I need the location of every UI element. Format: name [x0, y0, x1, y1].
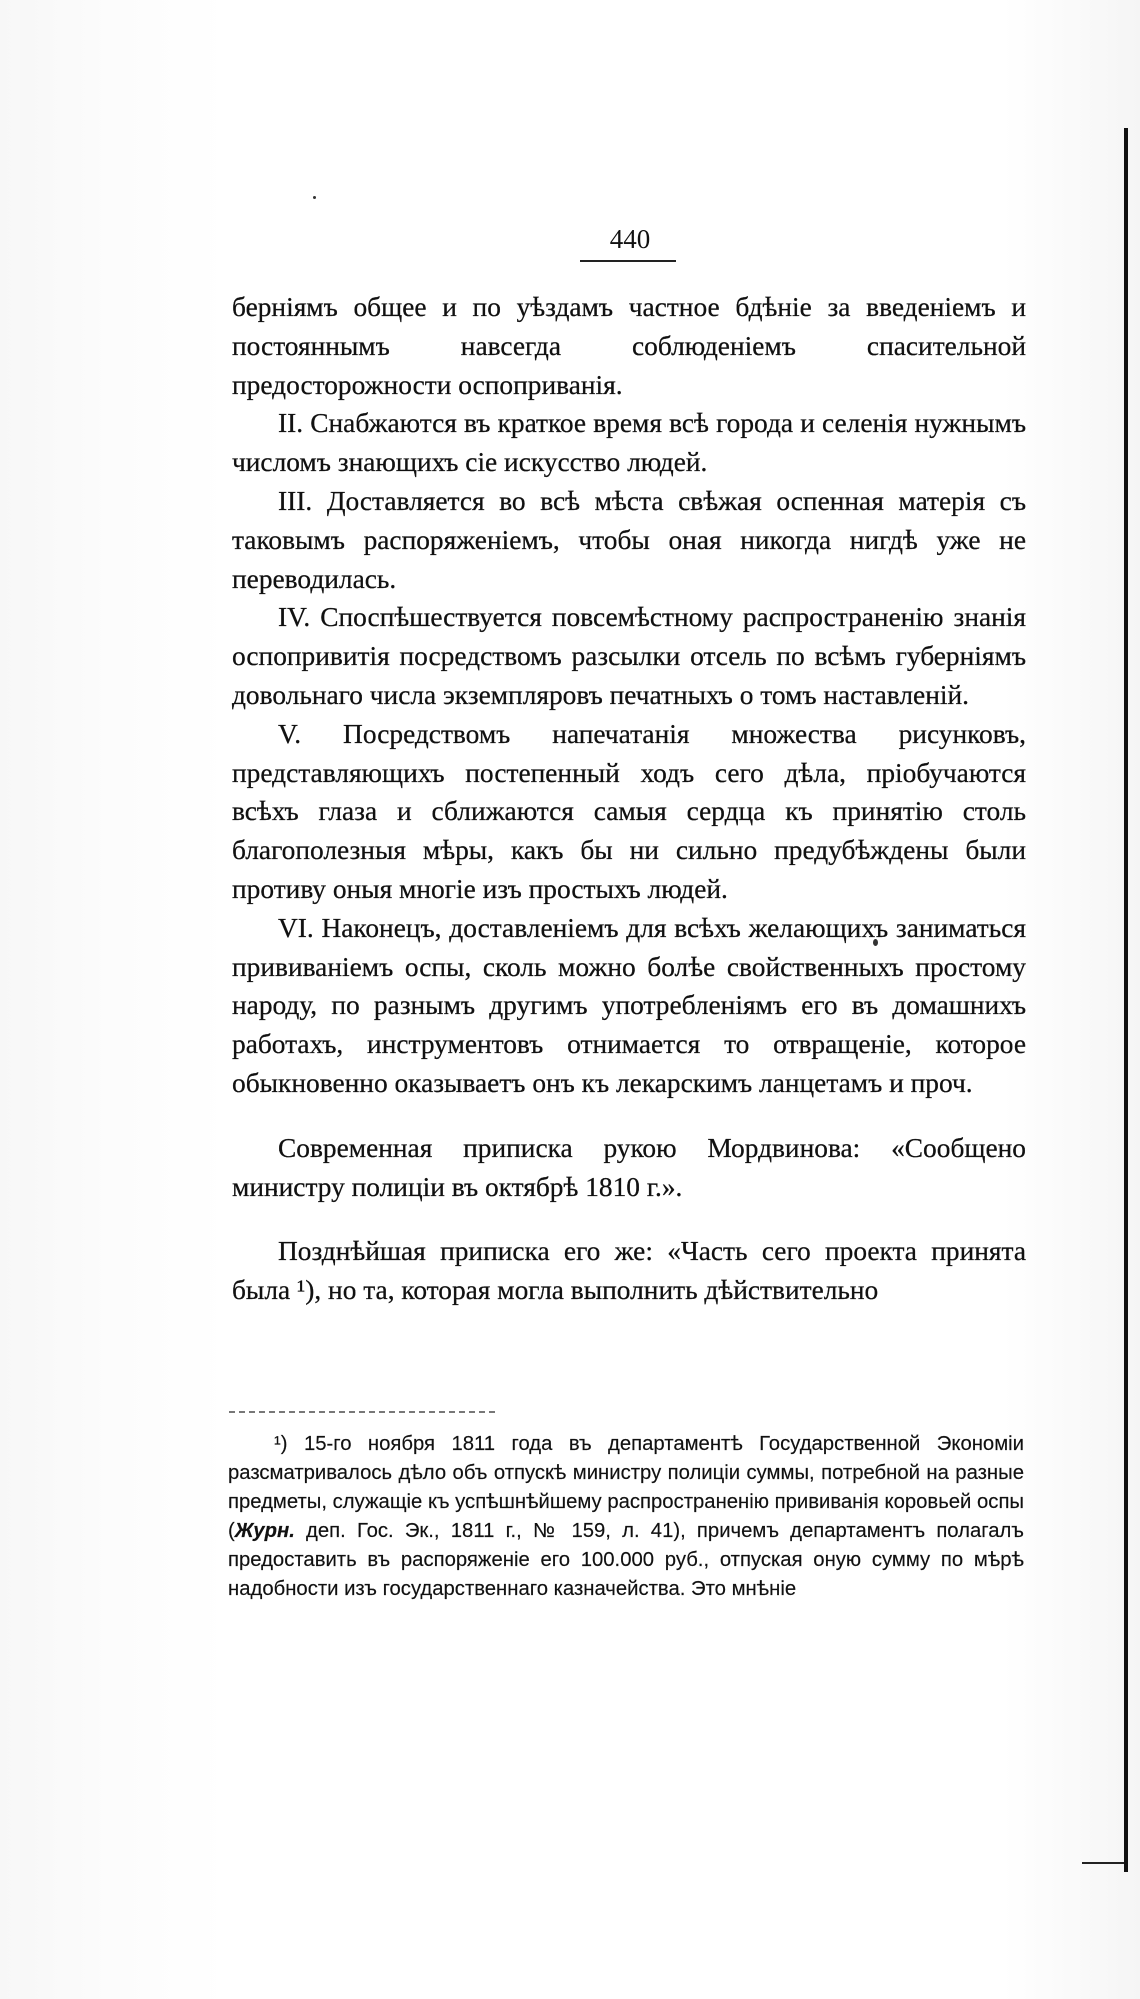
paragraph-iii: III. Доставляется во всѣ мѣста свѣжая оспенная матерія съ таковымъ распоряженіемъ, чтобы оная никогда нигдѣ уже не переводилась. — [232, 485, 1026, 594]
binding-edge-tail — [1082, 1862, 1124, 1864]
page-number: 440 — [609, 224, 651, 254]
footnote-paragraph — [228, 1430, 1024, 1605]
paragraph-iv: IV. Споспѣшествуется повсемѣстному распространенію знанія оспопривитія посредствомъ разсылки отсель по всѣмъ губерніямъ довольнаго числа экземпляровъ печатныхъ о томъ наставленій. — [232, 602, 1026, 710]
main-text-block — [232, 288, 1026, 1310]
footnote-text-start: 15-го ноября 1811 года въ департаментѣ Государственной Экономіи разсматривалось дѣло объ отпускѣ министру полиціи суммы, потребной на разные предметы, служащіе къ успѣшнѣйшему распространенію прививанія коровьей оспы ( — [228, 1433, 1024, 1543]
paragraph-gap — [232, 1206, 1026, 1232]
footnote-separator — [229, 1411, 495, 1413]
footnote-text-end: деп. Гос. Эк., 1811 г., № 159, л. 41), причемъ департаментъ полагалъ предоставить въ распоряженіе его 100.000 руб., отпуская оную сумму по мѣрѣ надобности изъ государственнаго казначейства. Это мнѣніе — [228, 1520, 1024, 1601]
paragraph-continuation: берніямъ общее и по уѣздамъ частное бдѣніе за введеніемъ и постояннымъ навсегда соблюденіемъ спасительной предосторожности оспоприванія. — [232, 292, 1026, 400]
paragraph-ii: II. Снабжаются въ краткое время всѣ города и селенія нужнымъ числомъ знающихъ сіе искусство людей. — [232, 408, 1026, 478]
footnote-marker: ¹) — [274, 1433, 288, 1455]
binding-edge-line — [1124, 128, 1128, 1872]
page-number-rule — [580, 260, 676, 262]
paragraph-gap — [232, 1103, 1026, 1129]
footnote-block — [228, 1430, 1024, 1605]
scan-speck — [313, 196, 316, 199]
contemporary-note: Современная приписка рукою Мордвинова: «Сообщено министру полиціи въ октябрѣ 1810 г.». — [232, 1132, 1026, 1202]
footnote-source-italic: Журн. — [234, 1520, 295, 1543]
later-note: Позднѣйшая приписка его же: «Часть сего проекта принята была ¹), но та, которая могла выполнить дѣйствительно — [232, 1236, 1026, 1306]
paragraph-vi: VI. Наконецъ, доставленіемъ для всѣхъ желающихъ заниматься прививаніемъ оспы, сколь можно болѣе свойственныхъ простому народу, по разнымъ другимъ употребленіямъ его въ домашнихъ работахъ, инструментовъ отнимается то отвращеніе, которое обыкновенно оказываетъ онъ къ лекарскимъ ланцетамъ и проч. — [232, 912, 1026, 1098]
paragraph-v: V. Посредствомъ напечатанія множества рисунковъ, представляющихъ постепенный ходъ сего дѣла, пріобучаются всѣхъ глаза и сближаются самыя сердца къ принятію столь благополезныя мѣры, какъ бы ни сильно предубѣждены были противу оныя многіе изъ простыхъ людей. — [232, 718, 1026, 904]
